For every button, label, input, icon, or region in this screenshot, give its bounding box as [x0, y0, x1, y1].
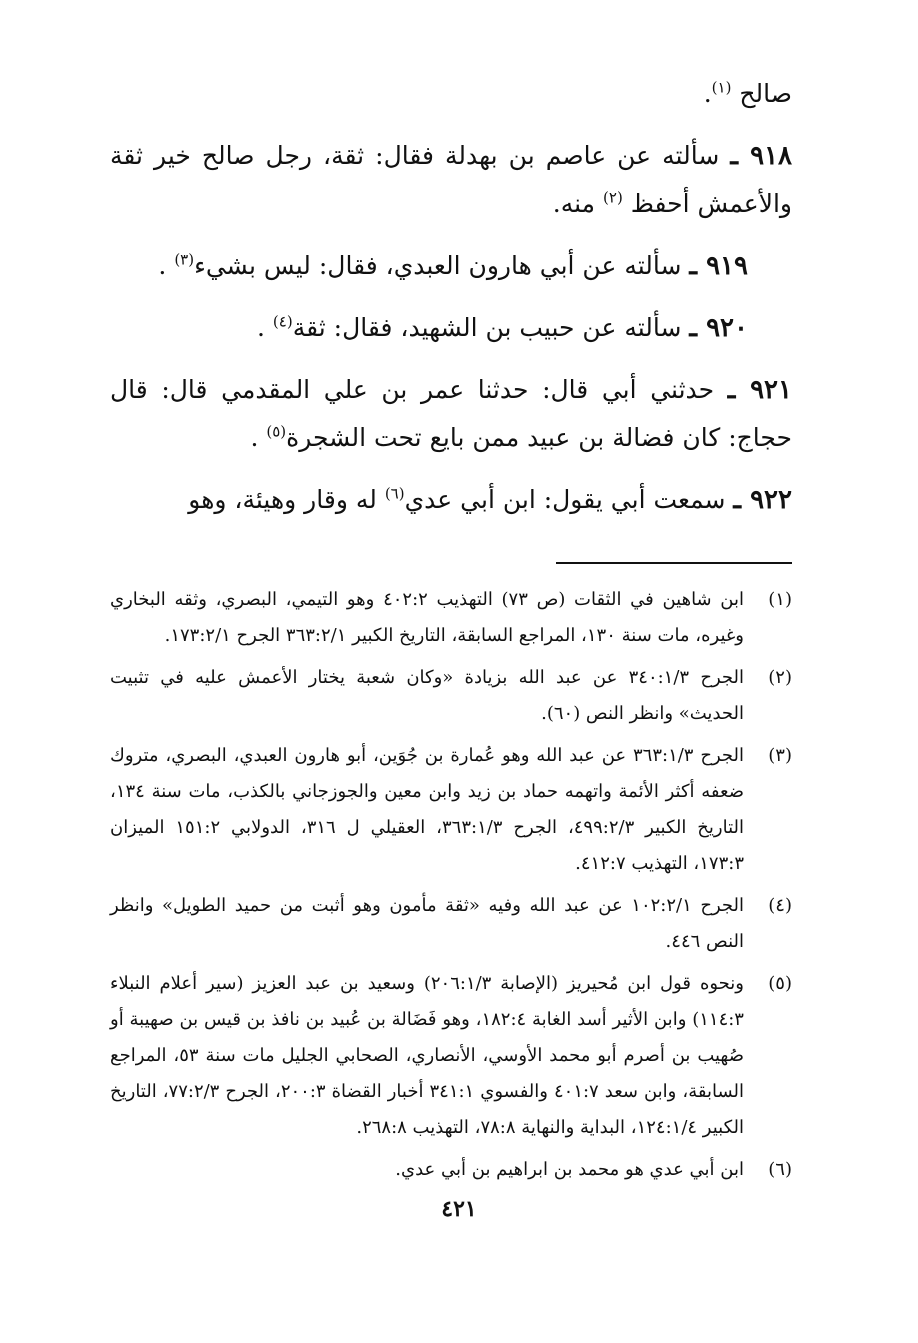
footnote-text: الجرح ١٠٢:٢/١ عن عبد الله وفيه «ثقة مأمون وهو أثبت من حميد الطويل» وانظر النص ٤٤٦.: [110, 895, 744, 952]
footnote-number: (٢): [768, 667, 792, 688]
entry-number: ٩١٩ ـ: [689, 251, 748, 281]
footnote-text: الجرح ٣٤٠:١/٣ عن عبد الله بزيادة «وكان شعبة يختار الأعمش عليه في تثبيت الحديث» وانظر النص (٦٠).: [110, 667, 744, 724]
footnote-text: الجرح ٣٦٣:١/٣ عن عبد الله وهو عُمارة بن جُوَين، أبو هارون العبدي، البصري، متروك ضعفه أكثر الأئمة واتهمه حماد بن زيد وابن معين والجوزجاني بالكذب، مات سنة ١٣٤، التاريخ الكبير ٤٩٩:٢/٣، الجرح ٣٦٣:١/٣، العقيلي ل ٣١٦، الدولابي ١٥١:٢ الميزان ١٧٣:٣، التهذيب ٤١٢:٧.: [110, 745, 744, 874]
footnote-number: (١): [768, 589, 792, 610]
page-number: ٤٢١: [441, 1196, 477, 1222]
footnote-number: (٤): [768, 895, 792, 916]
entry-918: ٩١٨ ـ سألته عن عاصم بن بهدلة فقال: ثقة، رجل صالح خير ثقة والأعمش أحفظ $^{(٢)}$ منه.: [110, 141, 793, 218]
entry-921: ٩٢١ ـ حدثني أبي قال: حدثنا عمر بن علي المقدمي قال: قال حجاج: كان فضالة بن عبيد ممن بايع تحت الشجرة$^{(٥)}$ .: [110, 375, 792, 452]
entry-919: ٩١٩ ـ سألته عن أبي هارون العبدي، فقال: ليس بشيء$^{(٣)}$ .: [158, 250, 748, 281]
footnote-1: [110, 582, 792, 654]
footnote-ref: (١): [711, 78, 732, 97]
footnote-ref: (٥): [266, 422, 287, 441]
footnote-text: ونحوه قول ابن مُحيريز (الإصابة ٢٠٦:١/٣) وسعيد بن عبد العزيز (سير أعلام النبلاء ١١٤:٣) وابن الأثير أسد الغابة ١٨٢:٤، وهو فَضَالة بن عُبيد بن نافذ بن قيس بن صهيبة أو صُهيب بن أصرم أبو محمد الأوسي، الأنصاري، الصحابي الجليل مات سنة ٥٣، المراجع السابقة، وابن سعد ٤٠١:٧ والفسوي ٣٤١:١ أخبار القضاة ٢٠٠:٣، الجرح ٧٧:٢/٣، التاريخ الكبير ١٢٤:١/٤، البداية والنهاية ٧٨:٨، التهذيب ٢٦٨:٨.: [110, 973, 745, 1138]
footnote-5: [110, 966, 792, 1146]
footnote-number: (٦): [768, 1159, 792, 1180]
footnote-ref: (٤): [272, 312, 293, 331]
entry-number: ٩٢٠ ـ: [689, 313, 748, 343]
entry-number: ٩١٨ ـ: [730, 141, 793, 171]
entry-922: ٩٢٢ ـ سمعت أبي يقول: ابن أبي عدي$^{(٦)}$ له وقار وهيئة، وهو: [188, 484, 792, 515]
footnote-text: ابن أبي عدي هو محمد بن ابراهيم بن أبي عدي.: [395, 1159, 744, 1180]
footnote-divider: [556, 562, 792, 564]
entry-number: ٩٢١ ـ: [727, 375, 792, 405]
footnote-number: (٥): [768, 973, 792, 994]
footnote-number: (٣): [768, 745, 792, 766]
footnote-3: [110, 738, 792, 882]
entry-920: ٩٢٠ ـ سألته عن حبيب بن الشهيد، فقال: ثقة$^{(٤)}$ .: [257, 312, 748, 343]
footnote-ref: (٦): [384, 484, 405, 503]
main-text: [110, 70, 792, 524]
footnotes: [110, 582, 792, 1188]
footnote-6: [110, 1152, 792, 1188]
footnote-text: ابن شاهين في الثقات (ص ٧٣) التهذيب ٤٠٢:٢ وهو التيمي، البصري، وثقه البخاري وغيره، مات سنة ١٣٠، المراجع السابقة، التاريخ الكبير ٣٦٣:٢/١ الجرح ١٧٣:٢/١.: [110, 589, 745, 646]
intro-line: صالح $^{(١)}$.: [703, 78, 792, 108]
footnote-ref: (٣): [174, 250, 195, 269]
footnote-2: [110, 660, 792, 732]
footnote-ref: (٢): [603, 188, 623, 207]
entry-number: ٩٢٢ ـ: [733, 485, 792, 515]
footnote-4: [110, 888, 792, 960]
